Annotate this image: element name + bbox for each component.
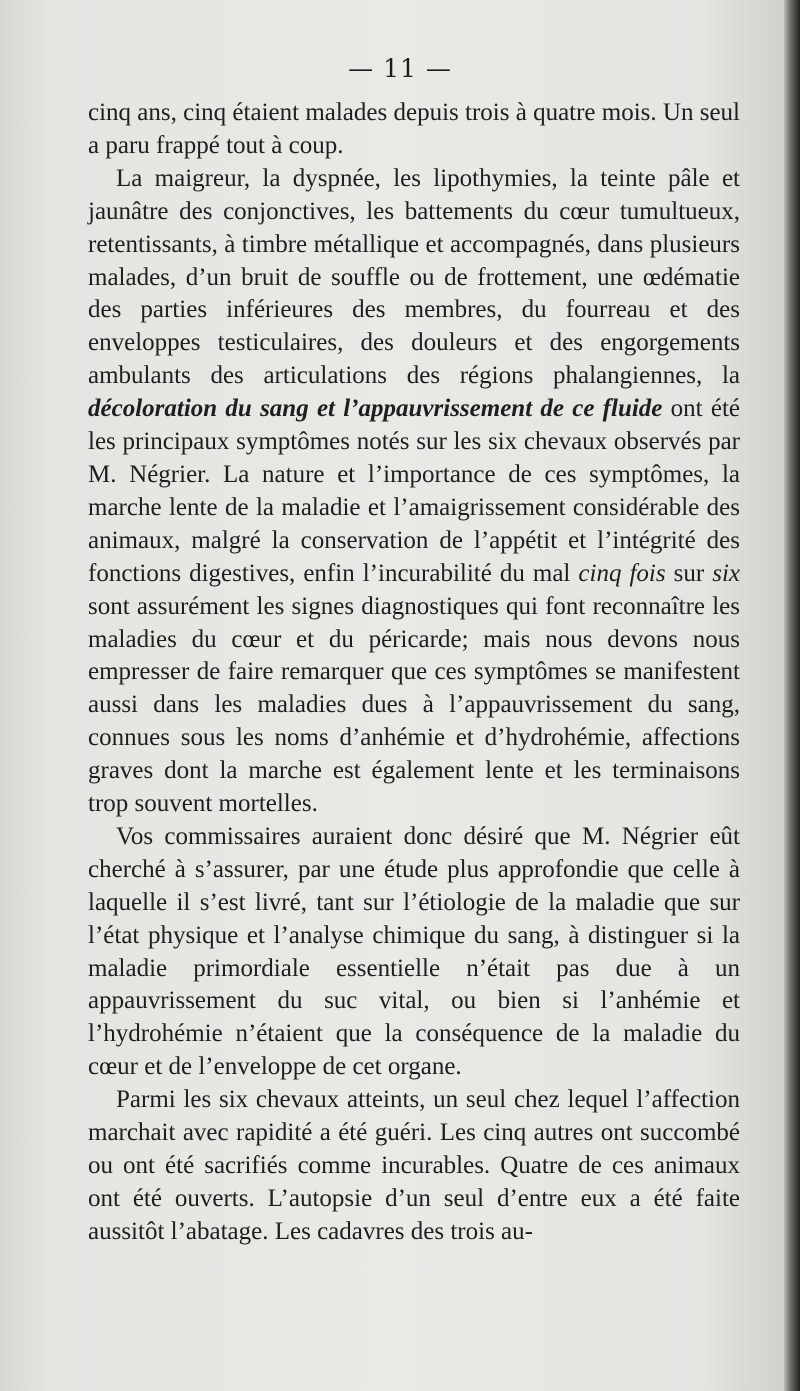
- emphasis-bold-italic: décoloration du sang et l’appauvrissement de ce fluide: [88, 395, 663, 423]
- paragraph: [88, 163, 740, 821]
- text-run: La maigreur, la dyspnée, les lipothymies, la teinte pâle et jaunâtre des conjonctives, les battements du cœur tumultueux, retentissants, à timbre métallique et accompagnés, dans plusieurs malades, d’un bruit de souffle ou de frottement, une œdématie des parties inférieures des membres, du fourreau et des enveloppes testiculaires, des douleurs et des engorgements ambulants des articulations des régions phalangiennes, la: [88, 164, 740, 390]
- text-run: cinq ans, cinq étaient malades depuis trois à quatre mois. Un seul a paru frappé tout à coup.: [88, 99, 740, 159]
- body-text: [88, 97, 740, 1249]
- emphasis-italic: six: [712, 559, 740, 587]
- text-run: sont assurément les signes diagnostiques qui font reconnaître les maladies du cœur et du péricarde; mais nous devons nous empresser de faire remarquer que ces symptômes se manifestent aussi dans les maladies dues à l’appauvrissement du sang, connues sous les noms d’anhémie et d’hydrohémie, affections graves dont la marche est également lente et les terminaisons trop souvent mortelles.: [88, 592, 740, 818]
- paragraph: [88, 821, 740, 1084]
- page-number: — 11 —: [348, 54, 452, 83]
- text-run: Vos commissaires auraient donc désiré que M. Négrier eût cherché à s’assurer, par une étude plus approfondie que celle à laquelle il s’est livré, tant sur l’étiologie de la maladie que sur l’état physique et l’analyse chimique du sang, à distinguer si la maladie primordiale essentielle n’était pas due à un appauvrissement du suc vital, ou bien si l’anhémie et l’hydrohémie n’étaient que la conséquence de la maladie du cœur et de l’enveloppe de cet organe.: [88, 822, 740, 1081]
- text-run: Parmi les six chevaux atteints, un seul chez lequel l’affection marchait avec rapidité a été guéri. Les cinq autres ont succombé ou ont été sacrifiés comme incurables. Quatre de ces animaux ont été ouverts. L’autopsie d’un seul d’entre eux a été faite aussitôt l’abatage. Les cadavres des trois au-: [88, 1086, 740, 1245]
- page-edge-shadow: [784, 0, 800, 1391]
- paragraph: [88, 97, 740, 163]
- text-run: sur: [665, 559, 713, 587]
- text-run: ont été les principaux symptômes notés sur les six chevaux observés par M. Négrier. La nature et l’importance de ces symptômes, la marche lente de la maladie et l’amaigrissement considérable des animaux, malgré la conservation de l’appétit et l’intégrité des fonctions digestives, enfin l’incurabilité du mal: [88, 395, 740, 587]
- emphasis-italic: cinq fois: [578, 559, 666, 587]
- paragraph: [88, 1084, 740, 1249]
